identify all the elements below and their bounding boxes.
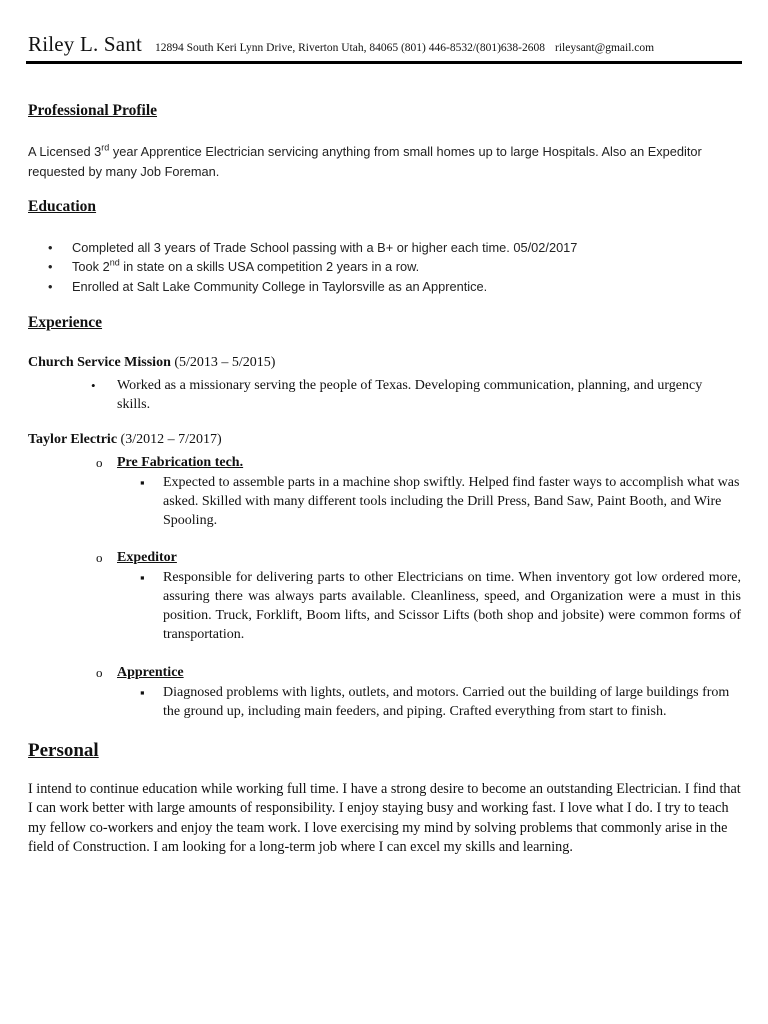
- job-title: Church Service Mission: [28, 355, 171, 370]
- role-prefab-description: ▪ Expected to assemble parts in a machine shop swiftly. Helped find faster ways to accomplish what was asked. Skilled with many different tools including the Drill Press, Band Saw, Paint Booth, and Wire Spooling.: [140, 475, 740, 528]
- circle-marker: o: [96, 550, 103, 565]
- job-taylor-electric: [28, 432, 222, 448]
- square-marker: ▪: [140, 685, 145, 700]
- header-divider: [26, 61, 742, 64]
- square-marker: ▪: [140, 475, 145, 490]
- square-marker: ▪: [140, 570, 145, 585]
- personal-heading: Personal: [28, 740, 99, 761]
- bullet-marker: •: [48, 259, 53, 275]
- education-heading: Education: [28, 198, 97, 215]
- job-church-service: [28, 355, 275, 371]
- role-prefab-title: o Pre Fabrication tech.: [96, 455, 244, 470]
- role-expeditor-description: ▪ Responsible for delivering parts to other Electricians on time. When inventory got low ordered more, assuring there was always parts available. Cleanliness, speed, and Organization were a must in this position. Truck, Forklift, Boom lifts, and Scissor Lifts (both shop and jobsite) were common forms of transportation.: [140, 570, 741, 642]
- experience-heading: Experience: [28, 314, 103, 331]
- job-dates: (3/2012 – 7/2017): [117, 432, 222, 447]
- role-apprentice-title: o Apprentice: [96, 665, 184, 680]
- list-item: • Completed all 3 years of Trade School passing with a B+ or higher each time. 05/02/2017: [28, 238, 728, 257]
- personal-text: I intend to continue education while working full time. I have a strong desire to become an outstanding Electrician. I find that I can work better with large amounts of responsibility. I enjoy staying busy and working fast. I love what I do. I try to teach my fellow co-workers and enjoy the team work. I love exercising my mind by solving problems that commonly arise in the field of Construction. I am looking for a long-term job where I can excel my skills and learning.: [28, 781, 741, 855]
- contact-address-phone: 12894 South Keri Lynn Drive, Riverton Utah, 84065 (801) 446-8532/(801)638-2608: [155, 42, 546, 54]
- contact-email: rileysant@gmail.com: [555, 42, 655, 54]
- list-item: • Took 2nd in state on a skills USA competition 2 years in a row.: [28, 257, 728, 276]
- bullet-marker: •: [48, 240, 53, 255]
- education-list: [28, 238, 728, 296]
- circle-marker: o: [96, 665, 103, 680]
- job-title: Taylor Electric: [28, 432, 118, 447]
- profile-text: A Licensed 3rd year Apprentice Electrician servicing anything from small homes up to large Hospitals. Also an Expeditor requested by many Job Foreman.: [28, 142, 702, 179]
- role-expeditor-title: o Expeditor: [96, 550, 177, 565]
- bullet-marker: •: [91, 378, 96, 393]
- profile-heading: Professional Profile: [28, 102, 158, 119]
- resume-header: [28, 32, 654, 57]
- role-apprentice-description: ▪ Diagnosed problems with lights, outlets, and motors. Carried out the building of large buildings from the ground up, including main feeders, and piping. Crafted everything from start to finish.: [140, 685, 730, 719]
- bullet-marker: •: [48, 278, 53, 294]
- list-item: • Enrolled at Salt Lake Community College in Taylorsville as an Apprentice.: [28, 277, 728, 296]
- circle-marker: o: [96, 455, 103, 470]
- job-dates: (5/2013 – 5/2015): [170, 355, 276, 370]
- job-church-bullet: • Worked as a missionary serving the people of Texas. Developing communication, planning, and urgency skills.: [91, 378, 703, 412]
- candidate-name: Riley L. Sant: [28, 32, 143, 56]
